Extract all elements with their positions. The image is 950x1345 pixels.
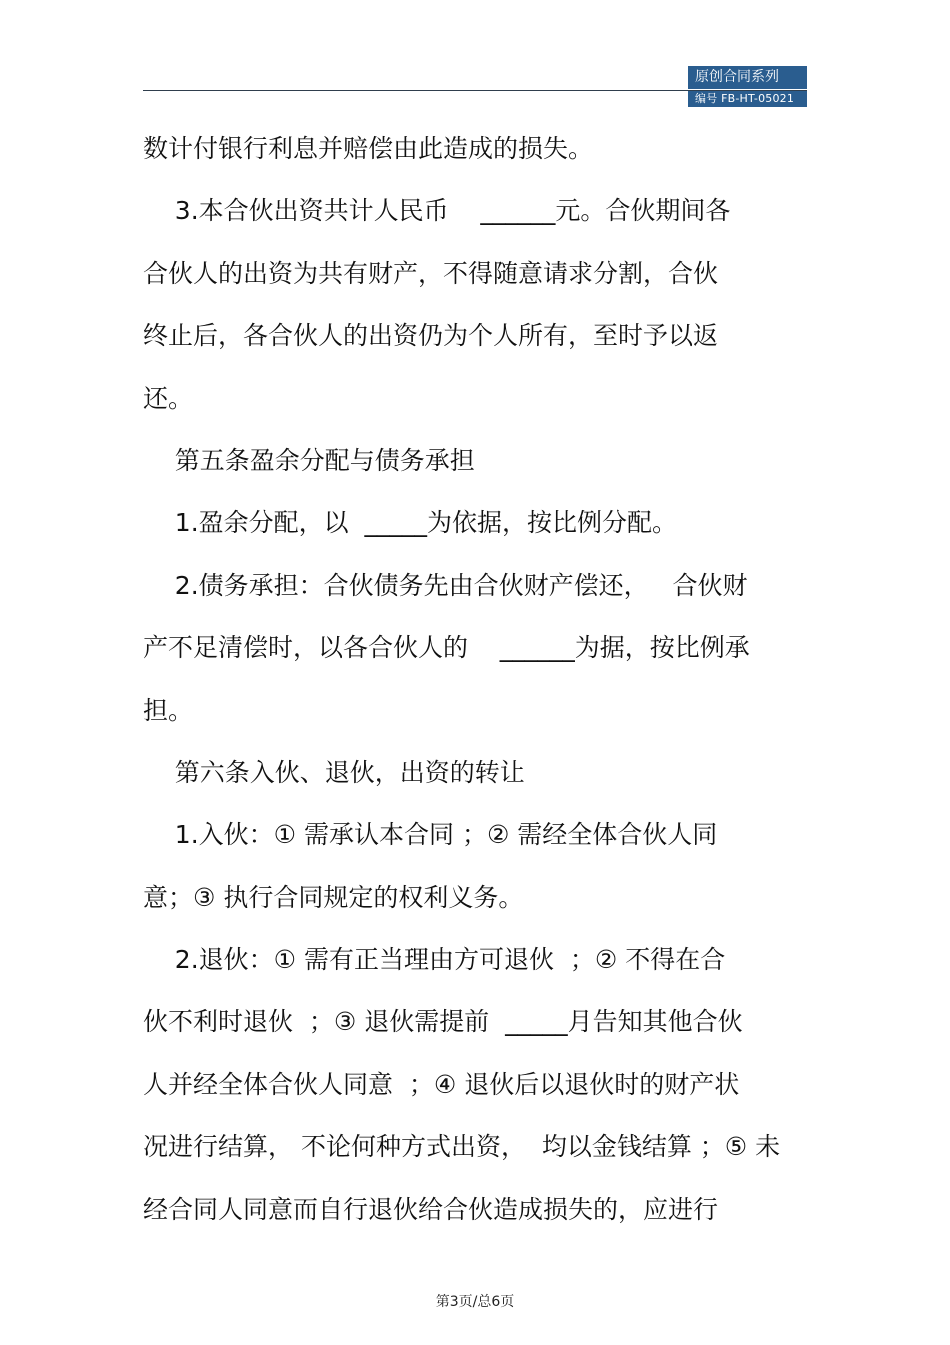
text-line: 况进行结算， 不论何种方式出资， 均以金钱结算 ；⑤ 未	[143, 1132, 781, 1162]
text-line: 2.退伙：① 需有正当理由方可退伙 ；② 不得在合	[143, 945, 726, 975]
section-heading: 第五条盈余分配与债务承担	[143, 445, 475, 475]
text-line: 人并经全体合伙人同意 ；④ 退伙后以退伙时的财产状	[143, 1069, 740, 1099]
contract-body-text	[143, 118, 813, 1241]
page-indicator: 第3页/总6页	[435, 1294, 515, 1310]
text-line: 产不足清偿时，以各合伙人的 ______为据，按比例承	[143, 633, 750, 663]
text-line: 伙不利时退伙 ；③ 退伙需提前 _____月告知其他合伙	[143, 1007, 743, 1037]
document-code-badge: 编号 FB-HT-05021	[688, 91, 807, 107]
section-heading: 第六条入伙、退伙，出资的转让	[143, 757, 525, 787]
text-line: 1.盈余分配，以 _____为依据，按比例分配。	[143, 508, 678, 538]
series-badge: 原创合同系列	[688, 66, 807, 89]
text-line: 意；③ 执行合同规定的权利义务。	[143, 882, 524, 912]
text-line: 合伙人的出资为共有财产，不得随意请求分割，合伙	[143, 258, 719, 288]
text-line: 担。	[143, 695, 194, 725]
text-line: 2.债务承担：合伙债务先由合伙财产偿还， 合伙财	[143, 570, 748, 600]
text-line: 数计付银行利息并赔偿由此造成的损失。	[143, 134, 594, 163]
text-line: 3.本合伙出资共计人民币 ______元。合伙期间各	[143, 196, 731, 226]
text-line: 终止后，各合伙人的出资仍为个人所有，至时予以返	[143, 321, 719, 351]
text-line: 经合同人同意而自行退伙给合伙造成损失的，应进行	[143, 1194, 719, 1224]
text-line: 1.入伙：① 需承认本合同 ；② 需经全体合伙人同	[143, 820, 718, 850]
text-line: 还。	[143, 383, 194, 413]
